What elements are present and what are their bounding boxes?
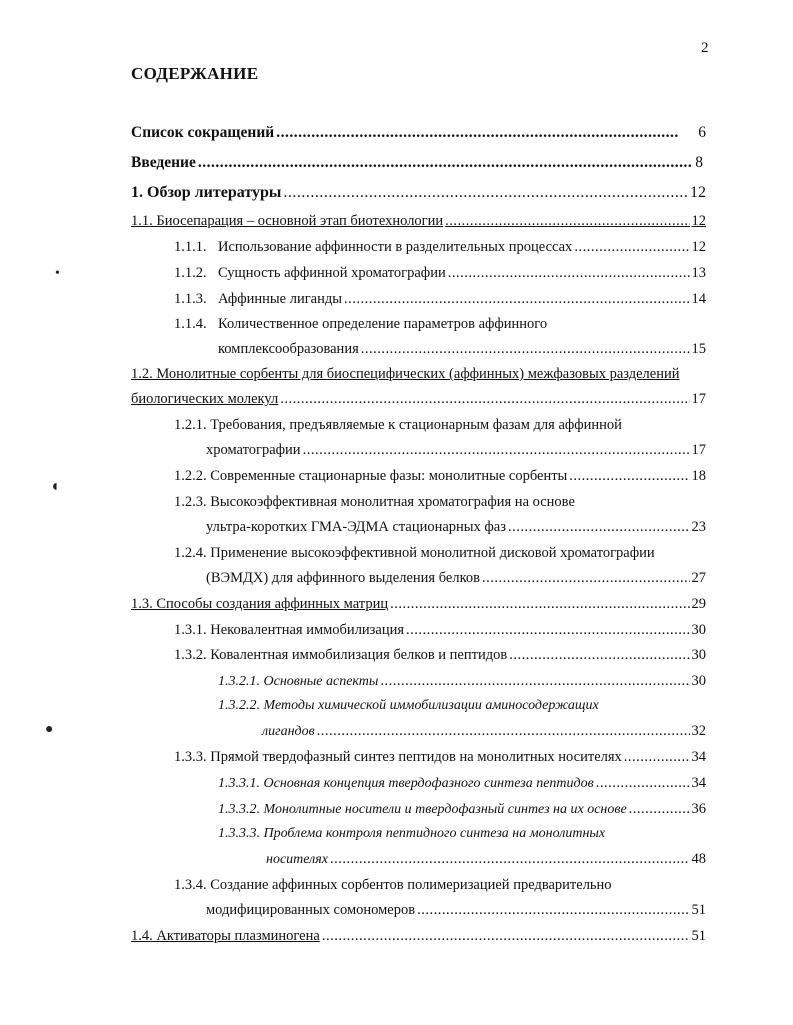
dot-leader	[322, 928, 690, 945]
toc-entry	[174, 545, 706, 565]
toc-entry	[218, 775, 706, 795]
toc-entry	[131, 928, 706, 948]
toc-entry-text: носителях	[266, 852, 328, 867]
toc-entry-text: 1.2.2. Современные стационарные фазы: монолитные сорбенты	[174, 468, 568, 484]
toc-entry	[174, 265, 706, 285]
toc-entry	[174, 291, 706, 311]
toc-entry-text: Количественное определение параметров аффинного	[218, 316, 548, 332]
toc-entry-page: 27	[691, 570, 706, 586]
toc-entry-text: 1. Обзор литературы	[131, 184, 282, 201]
dot-leader	[445, 213, 689, 230]
toc-entry-number: 1.1.3.	[174, 291, 207, 307]
toc-entry-text: 1.3.3.1. Основная концепция твердофазного синтеза пептидов	[218, 776, 594, 791]
toc-entry-page: 29	[691, 596, 706, 612]
toc-entry-text: Аффинные лиганды	[218, 291, 342, 307]
dot-leader	[276, 124, 678, 142]
dot-leader	[482, 570, 690, 587]
toc-entry	[218, 341, 706, 361]
toc-entry-text: комплексообразования	[218, 341, 359, 357]
toc-entry	[174, 316, 706, 336]
toc-entry	[131, 596, 706, 616]
toc-entry-text: 1.2. Монолитные сорбенты для биоспецифических (аффинных) межфазовых разделений	[131, 366, 680, 382]
toc-entry	[206, 442, 706, 462]
toc-entry-page: 14	[691, 291, 706, 307]
toc-entry	[131, 154, 703, 174]
toc-entry-text: Список сокращений	[131, 124, 275, 141]
page-title: СОДЕРЖАНИЕ	[131, 64, 259, 83]
toc-entry-page: 12	[691, 239, 706, 255]
toc-entry-text: 1.3.2.1. Основные аспекты	[218, 674, 379, 689]
dot-leader	[280, 391, 689, 408]
toc-entry-text: 1.3.2.2. Методы химической иммобилизации аминосодержащих	[218, 698, 599, 713]
toc-entry	[174, 417, 706, 437]
toc-entry	[206, 902, 706, 922]
toc-entry-page: 18	[691, 468, 706, 484]
dot-leader	[283, 184, 688, 202]
dot-leader	[596, 775, 690, 792]
toc-entry-page: 17	[691, 391, 706, 407]
toc-entry	[266, 851, 706, 871]
toc-entry	[262, 723, 706, 743]
toc-entry	[174, 647, 706, 667]
dot-leader	[624, 749, 690, 766]
toc-entry-page: 23	[691, 519, 706, 535]
toc-entry-page: 32	[691, 723, 706, 739]
toc-entry-page: 8	[695, 154, 703, 171]
scan-speck: •	[55, 266, 60, 281]
dot-leader	[380, 673, 689, 690]
dot-leader	[361, 341, 690, 358]
toc-entry-text: 1.2.1. Требования, предъявляемые к стационарным фазам для аффинной	[174, 417, 622, 433]
toc-entry	[131, 391, 706, 411]
toc-entry-text: (ВЭМДХ) для аффинного выделения белков	[206, 570, 480, 586]
toc-entry-text: 1.3.3. Прямой твердофазный синтез пептидов на монолитных носителях	[174, 749, 622, 765]
dot-leader	[330, 851, 690, 868]
dot-leader	[574, 239, 689, 256]
dot-leader	[317, 723, 690, 740]
toc-entry-page: 30	[691, 673, 706, 689]
toc-entry-text: 1.2.4. Применение высокоэффективной монолитной дисковой хроматографии	[174, 545, 655, 561]
toc-entry	[206, 519, 706, 539]
dot-leader	[448, 265, 690, 282]
toc-entry-page: 51	[691, 928, 706, 944]
toc-entry-text: Введение	[131, 154, 196, 171]
toc-entry-page: 34	[691, 775, 706, 791]
toc-entry	[131, 184, 706, 204]
toc-entry-text: хроматографии	[206, 442, 301, 458]
dot-leader	[509, 647, 689, 664]
toc-entry	[174, 877, 706, 897]
toc-entry-page: 34	[691, 749, 706, 765]
dot-leader	[303, 442, 690, 459]
page-number: 2	[701, 40, 709, 56]
toc-entry-page: 30	[691, 647, 706, 663]
dot-leader	[417, 902, 689, 919]
dot-leader	[629, 801, 690, 818]
toc-entry-text: 1.3.3.3. Проблема контроля пептидного синтеза на монолитных	[218, 826, 606, 841]
toc-entry	[218, 673, 706, 693]
toc-entry-text: 1.4. Активаторы плазминогена	[131, 928, 320, 944]
dot-leader	[406, 622, 689, 639]
scan-speck: ◖	[50, 478, 60, 495]
toc-entry	[218, 826, 706, 846]
toc-entry-text: биологических молекул	[131, 391, 279, 407]
toc-entry-page: 30	[691, 622, 706, 638]
dot-leader	[198, 154, 693, 172]
toc-entry	[218, 801, 706, 821]
toc-entry-text: лигандов	[262, 724, 315, 739]
toc-entry	[174, 494, 706, 514]
toc-entry	[174, 468, 706, 488]
toc-entry	[174, 622, 706, 642]
toc-entry	[131, 124, 706, 144]
toc-entry-page: 51	[691, 902, 706, 918]
dot-leader	[344, 291, 690, 308]
toc-entry-page: 48	[691, 851, 706, 867]
toc-entry-page: 15	[691, 341, 706, 357]
toc-entry	[174, 749, 706, 769]
toc-entry	[174, 239, 706, 259]
dot-leader	[569, 468, 689, 485]
toc-entry-text: 1.3.2. Ковалентная иммобилизация белков и пептидов	[174, 647, 508, 663]
toc-entry-page: 36	[691, 801, 706, 817]
dot-leader	[390, 596, 689, 613]
toc-entry-text: модифицированных сомономеров	[206, 902, 416, 918]
toc-entry-text: 1.3.1. Нековалентная иммобилизация	[174, 622, 405, 638]
toc-entry	[218, 698, 706, 718]
toc-entry-text: 1.1. Биосепарация – основной этап биотехнологии	[131, 213, 444, 229]
toc-entry-number: 1.1.4.	[174, 316, 207, 332]
toc-entry-page: 6	[698, 124, 706, 141]
toc-entry-page: 17	[691, 442, 706, 458]
dot-leader	[508, 519, 690, 536]
toc-entry-text: ультра-коротких ГМА-ЭДМА стационарных фаз	[206, 519, 506, 535]
toc-entry-text: 1.2.3. Высокоэффективная монолитная хроматография на основе	[174, 494, 575, 510]
toc-entry-text: Использование аффинности в разделительных процессах	[218, 239, 573, 255]
scan-speck: ●	[45, 722, 54, 737]
toc-entry	[131, 213, 706, 233]
toc-entry-text: 1.3.4. Создание аффинных сорбентов полимеризацией предварительно	[174, 877, 612, 893]
toc-entry-text: Сущность аффинной хроматографии	[218, 265, 446, 281]
toc-entry-text: 1.3. Способы создания аффинных матриц	[131, 596, 389, 612]
toc-entry-number: 1.1.1.	[174, 239, 207, 255]
toc-entry-page: 13	[691, 265, 706, 281]
toc-entry-number: 1.1.2.	[174, 265, 207, 281]
toc-entry	[131, 366, 706, 386]
toc-entry-page: 12	[691, 213, 706, 229]
toc-entry-text: 1.3.3.2. Монолитные носители и твердофазный синтез на их основе	[218, 802, 627, 817]
toc-entry-page: 12	[690, 184, 706, 201]
toc-entry	[206, 570, 706, 590]
